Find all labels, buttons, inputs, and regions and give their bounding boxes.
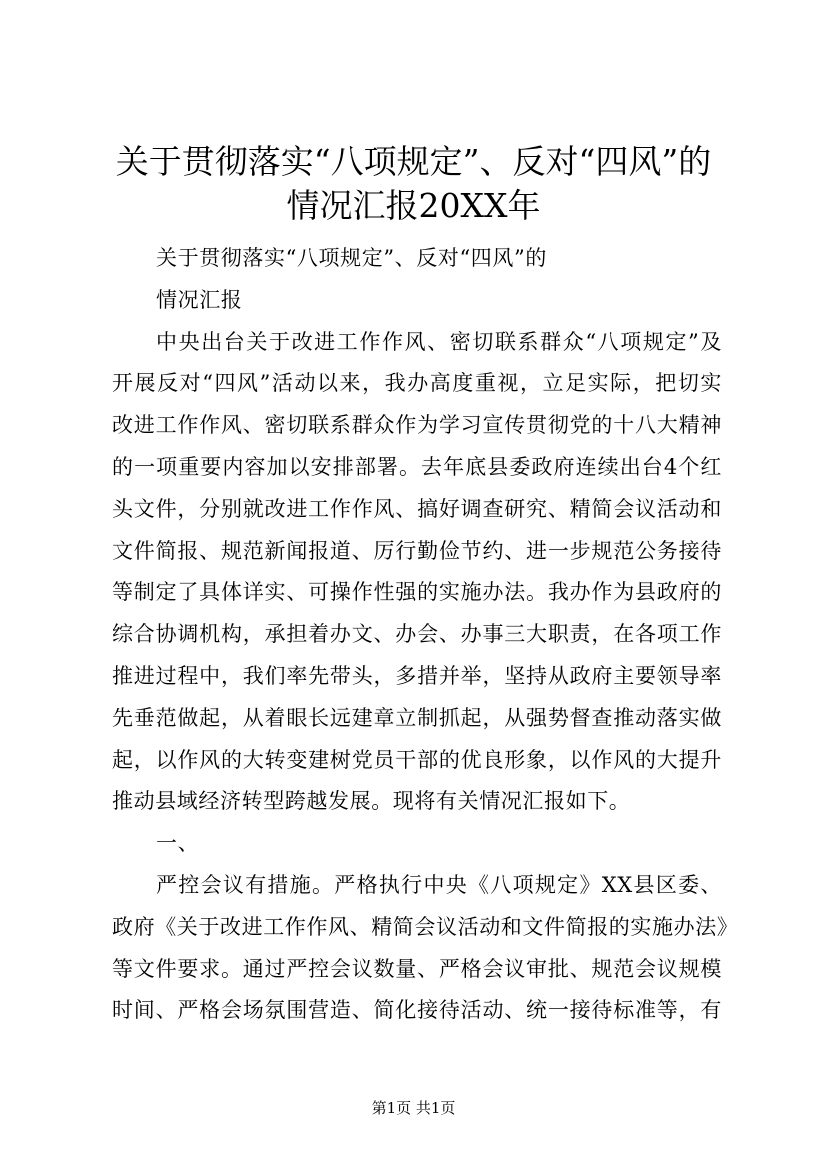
paragraph-2-line: 等文件要求。通过严控会议数量、严格会议审批、规范会议规模 <box>112 956 722 981</box>
document-title <box>90 140 737 228</box>
paragraph-1-line: 改进工作作风、密切联系群众作为学习宣传贯彻党的十八大精神 <box>112 413 722 438</box>
paragraph-2 <box>112 865 739 1032</box>
subtitle-line-2: 情况汇报 <box>156 287 243 312</box>
paragraph-1-line: 头文件，分别就改进工作作风、搞好调查研究、精简会议活动和 <box>112 496 722 521</box>
document-body <box>112 238 739 1032</box>
paragraph-1-line: 的一项重要内容加以安排部署。去年底县委政府连续出台4个红 <box>112 454 722 479</box>
title-line-1: 关于贯彻落实“八项规定”、反对“四风”的 <box>115 142 712 181</box>
paragraph-2-line: 严控会议有措施。严格执行中央《八项规定》XX县区委、 <box>156 872 722 897</box>
paragraph-1-line: 等制定了具体详实、可操作性强的实施办法。我办作为县政府的 <box>112 580 722 605</box>
paragraph-2-line: 政府《关于改进工作作风、精简会议活动和文件简报的实施办法》 <box>112 914 739 939</box>
paragraph-1-line: 推动县域经济转型跨越发展。现将有关情况汇报如下。 <box>112 789 631 814</box>
paragraph-1-line: 起，以作风的大转变建树党员干部的优良形象，以作风的大提升 <box>112 747 722 772</box>
paragraph-1-line: 中央出台关于改进工作作风、密切联系群众“八项规定”及 <box>156 329 722 354</box>
section-number: 一、 <box>156 831 200 856</box>
paragraph-1-line: 综合协调机构，承担着办文、办会、办事三大职责，在各项工作 <box>112 622 722 647</box>
subtitle-line-1: 关于贯彻落实“八项规定”、反对“四风”的 <box>156 246 547 270</box>
title-line-2: 情况汇报20XX年 <box>286 186 541 225</box>
paragraph-1-line: 文件简报、规范新闻报道、厉行勤俭节约、进一步规范公务接待 <box>112 538 722 563</box>
paragraph-2-line: 时间、严格会场氛围营造、简化接待活动、统一接待标准等，有 <box>112 998 722 1023</box>
paragraph-1-line: 先垂范做起，从着眼长远建章立制抓起，从强势督查推动落实做 <box>112 705 722 730</box>
paragraph-1-line: 开展反对“四风”活动以来，我办高度重视，立足实际，把切实 <box>112 371 722 396</box>
paragraph-1 <box>112 322 722 824</box>
page-footer: 第1页 共1页 <box>371 1099 456 1117</box>
paragraph-1-line: 推进过程中，我们率先带头，多措并举，坚持从政府主要领导率 <box>112 663 722 688</box>
